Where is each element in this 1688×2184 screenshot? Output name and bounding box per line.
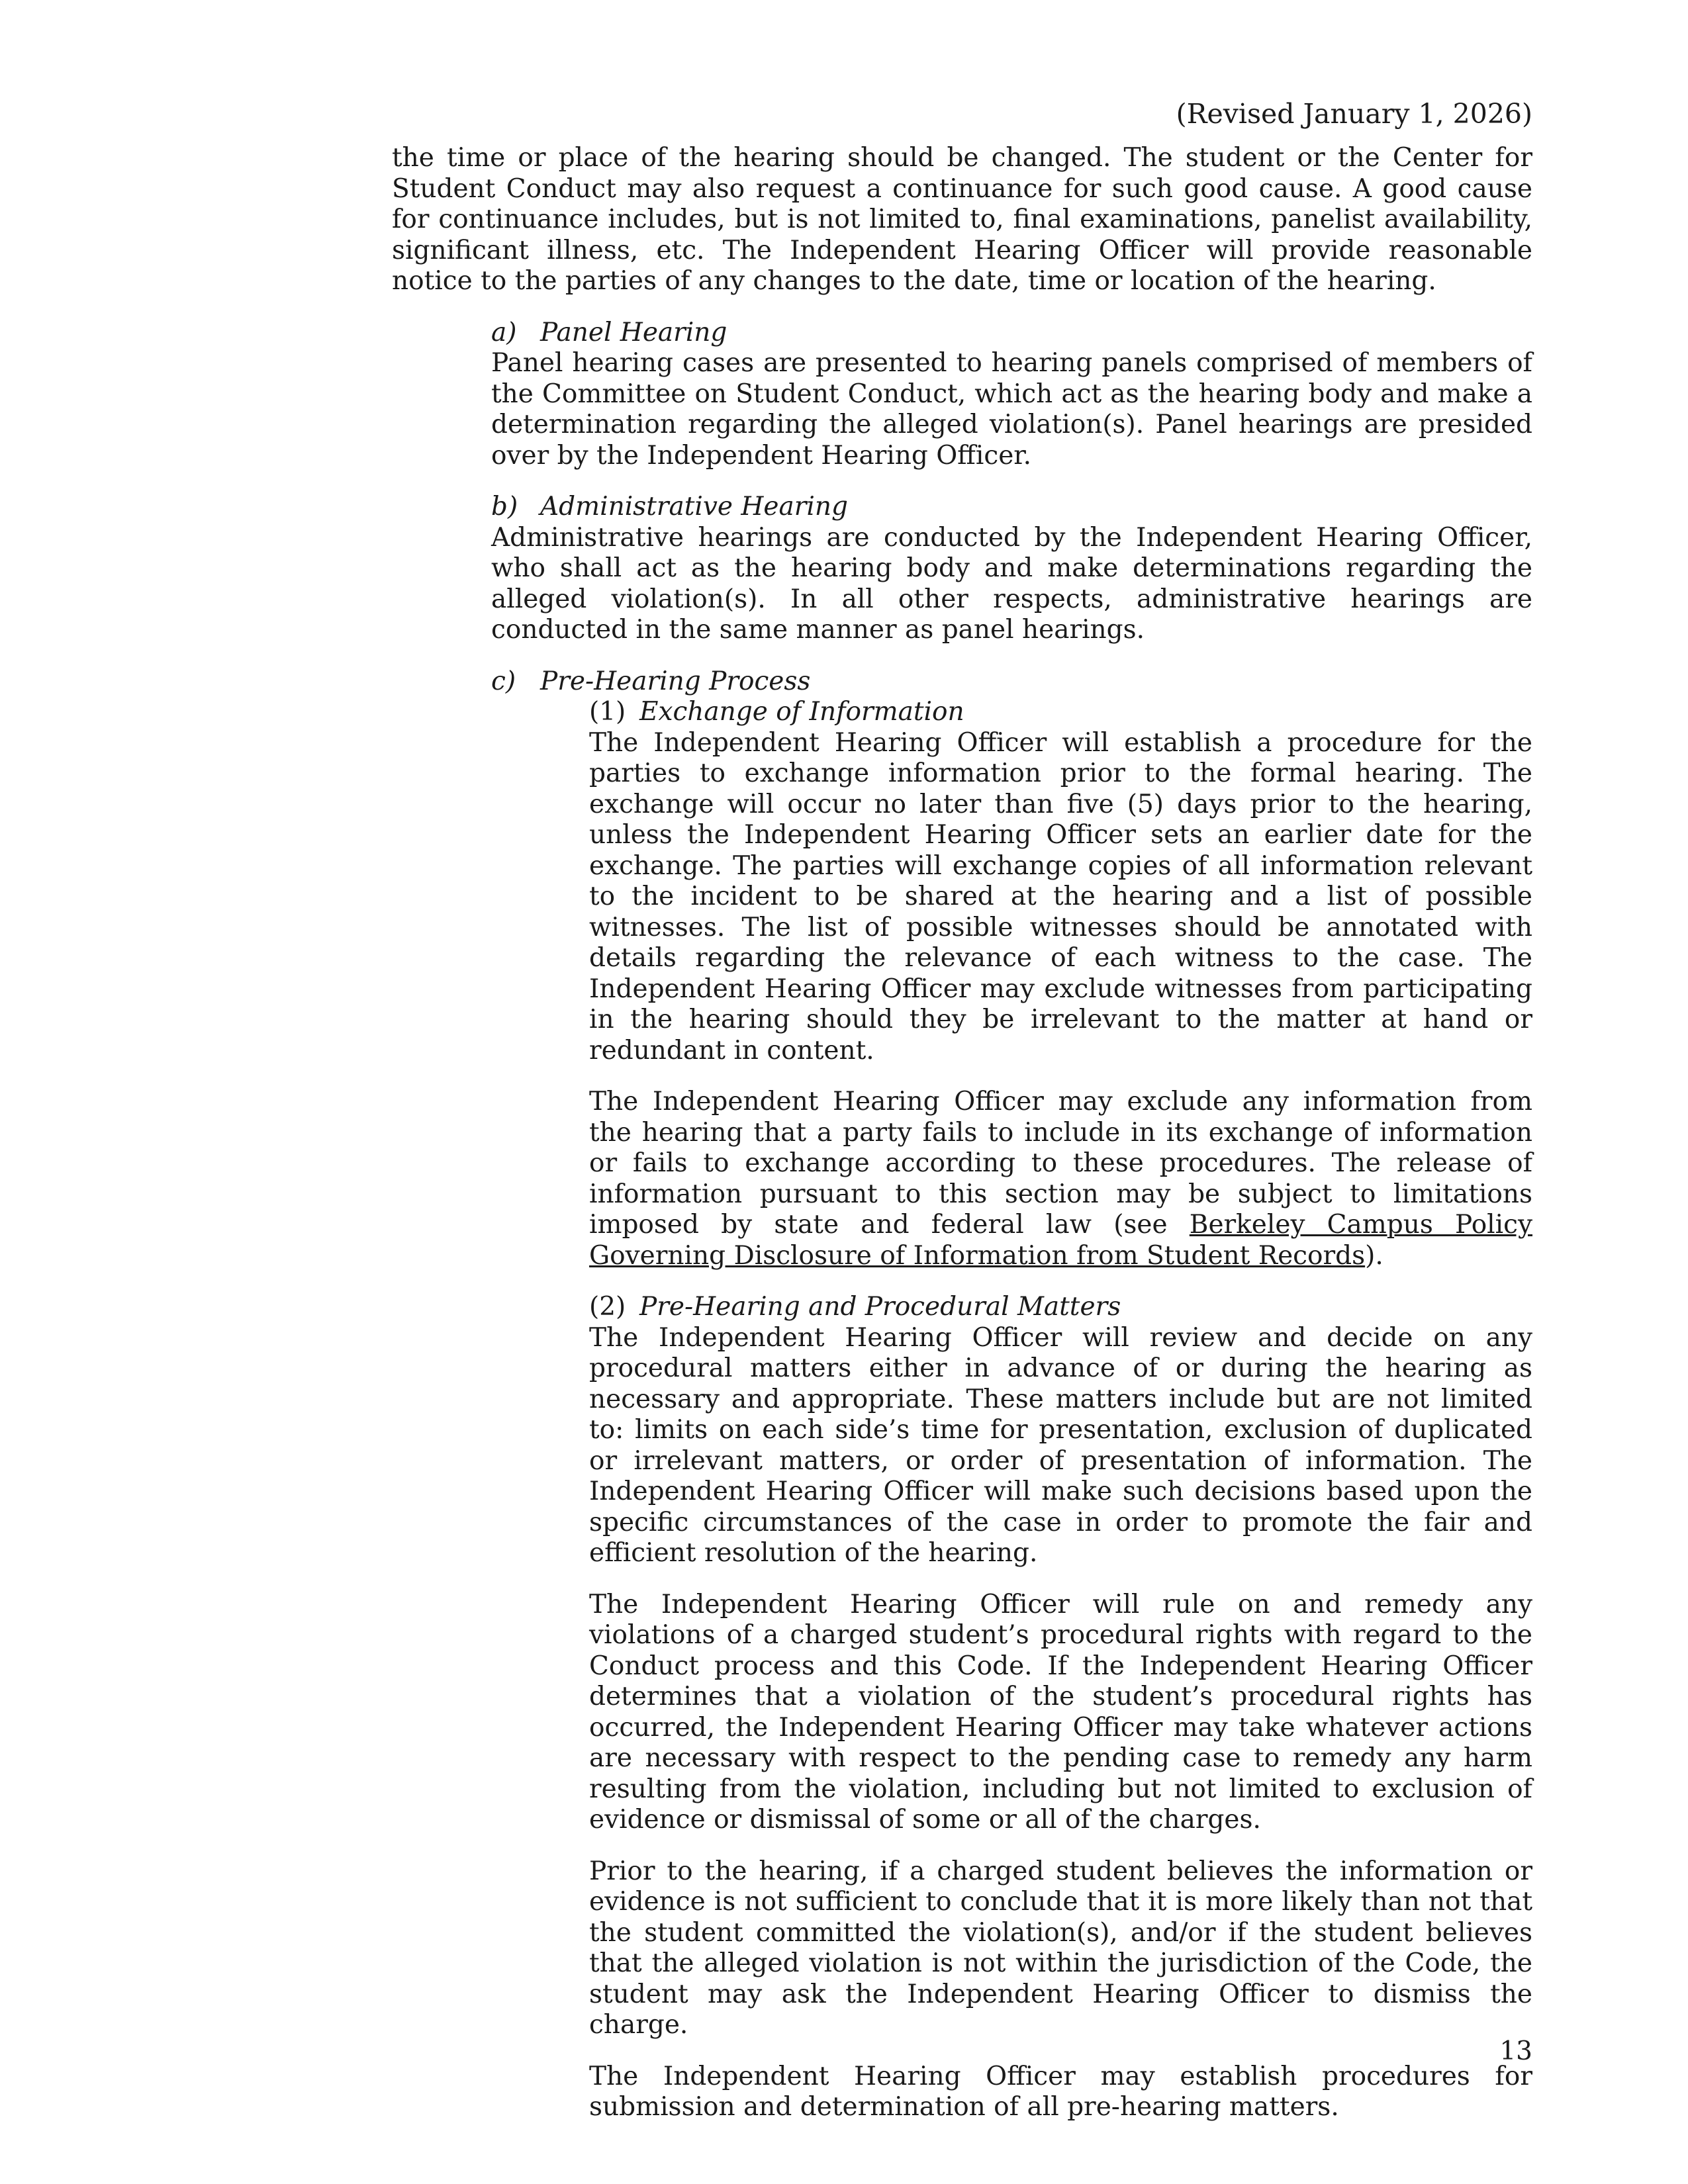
- subsection-paragraph: [589, 1087, 1532, 1271]
- revision-date: (Revised January 1, 2026): [1176, 98, 1532, 130]
- paragraph-text: The Independent Hearing Officer may exclude any information from the hearing that a party fails to include in its exchange of information or fails to exchange according to these procedures. The release of information pursuant to this section may be subject to limitations imposed by state and federal law (see: [589, 1087, 1532, 1240]
- subsection-paragraph: Prior to the hearing, if a charged student believes the information or evidence is not sufficient to conclude that it is more likely than not that the student committed the violation(s), and/or if the student believes that the alleged violation is not within the jurisdiction of the Code, the student may ask the Independent Hearing Officer to dismiss the charge.: [589, 1856, 1532, 2040]
- subsection-paragraph: The Independent Hearing Officer will rule on and remedy any violations of a charged student’s procedural rights with regard to the Conduct process and this Code. If the Independent Hearing Officer determines that a violation of the student’s procedural rights has occurred, the Independent Hearing Officer may take whatever actions are necessary with respect to the pending case to remedy any harm resulting from the violation, including but not limited to exclusion of evidence or dismissal of some or all of the charges.: [589, 1589, 1532, 1835]
- page-number: 13: [1499, 2036, 1532, 2066]
- section-marker: b): [491, 492, 518, 522]
- section-heading: [491, 318, 1532, 349]
- section-paragraph: Panel hearing cases are presented to hearing panels comprised of members of the Committee on Student Conduct, which act as the hearing body and make a determination regarding the alleged violation(s). Panel hearings are presided over by the Independent Hearing Officer.: [491, 348, 1532, 471]
- section-heading: [491, 666, 1532, 698]
- section-marker: c): [491, 666, 516, 696]
- subsection-paragraph: The Independent Hearing Officer will establish a procedure for the parties to exchange information prior to the formal hearing. The exchange will occur no later than five (5) days prior to the hearing, unless the Independent Hearing Officer sets an earlier date for the exchange. The parties will exchange copies of all information relevant to the incident to be shared at the hearing and a list of possible witnesses. The list of possible witnesses should be annotated with details regarding the relevance of each witness to the case. The Independent Hearing Officer may exclude witnesses from participating in the hearing should they be irrelevant to the matter at hand or redundant in content.: [589, 727, 1532, 1066]
- subsection-paragraph: The Independent Hearing Officer will review and decide on any procedural matters either in advance of or during the hearing as necessary and appropriate. These matters include but are not limited to: limits on each side’s time for presentation, exclusion of duplicated or irrelevant matters, or order of presentation of information. The Independent Hearing Officer will make such decisions based upon the specific circumstances of the case in order to promote the fair and efficient resolution of the hearing.: [589, 1322, 1532, 1568]
- policy-link[interactable]: Berkeley Campus Policy Governing Disclosure of Information from Student Records: [589, 1210, 1533, 1271]
- section-title: Pre-Hearing Process: [540, 666, 811, 696]
- page-content: [392, 143, 1532, 2123]
- paragraph-text: ).: [1365, 1240, 1383, 1271]
- subsection-heading: [589, 697, 1532, 728]
- subsection-procedural-matters: [589, 1292, 1532, 2123]
- subsection-title: Exchange of Information: [639, 697, 964, 727]
- section-title: Panel Hearing: [540, 317, 727, 347]
- section-title: Administrative Hearing: [540, 492, 848, 522]
- subsection-paragraph: The Independent Hearing Officer may establish procedures for submission and determination of all pre-hearing matters.: [589, 2061, 1532, 2122]
- subsection-marker: (1): [589, 697, 626, 727]
- subsection-marker: (2): [589, 1292, 626, 1322]
- section-paragraph: Administrative hearings are conducted by the Independent Hearing Officer, who shall act as the hearing body and make determinations regarding the alleged violation(s). In all other respects, administrative hearings are conducted in the same manner as panel hearings.: [491, 522, 1532, 645]
- section-administrative-hearing: [491, 492, 1532, 646]
- subsection-heading: [589, 1292, 1532, 1323]
- section-panel-hearing: [491, 318, 1532, 472]
- section-pre-hearing-process: [491, 666, 1532, 698]
- intro-paragraph: the time or place of the hearing should be changed. The student or the Center for Student Conduct may also request a continuance for such good cause. A good cause for continuance includes, but is not limited to, final examinations, panelist availability, significant illness, etc. The Independent Hearing Officer will provide reasonable notice to the parties of any changes to the date, time or location of the hearing.: [392, 143, 1532, 296]
- subsection-exchange-of-information: [589, 697, 1532, 1271]
- section-marker: a): [491, 317, 517, 347]
- subsection-title: Pre-Hearing and Procedural Matters: [639, 1292, 1121, 1322]
- section-heading: [491, 492, 1532, 523]
